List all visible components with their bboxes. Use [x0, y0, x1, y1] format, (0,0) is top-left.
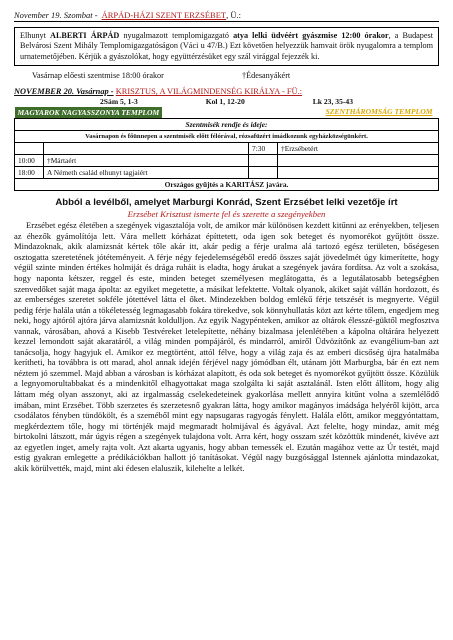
sunday-header	[14, 87, 439, 96]
notice-text: nyugalmazott templomigazgató	[119, 31, 234, 40]
article-subtitle: Erzsébet Krisztust ismerte fel és szerette a szegényekben	[127, 209, 326, 220]
vigil-mass-row	[32, 71, 439, 80]
notice-text: , a Budapest Belvárosi Szent Mihály Templomigazgatóságon (Váci u 47/B.) Ezt követően helyezzük hamvait örök nyugalomra a templom urnatemetőjében. Kérjük a gyászolókat, hogy együttérzésüket egy szál virággal fejezzék ki.	[20, 31, 433, 61]
saturday-header	[14, 10, 439, 22]
schedule-row	[15, 155, 439, 167]
article-title: Abból a levélből, amelyet Marburgi Konrád, Szent Erzsébet lelki vezetője írt	[55, 197, 398, 209]
notice-text: Elhunyt	[20, 31, 51, 40]
saturday-feast-title: ÁRPÁD-HÁZI SZENT ERZSÉBET	[101, 10, 227, 20]
time-right	[249, 167, 278, 179]
time-left: 18:00	[15, 167, 44, 179]
schedule-row	[15, 167, 439, 179]
time-right: 7:30	[249, 143, 278, 155]
saturday-feast-rank: , Ü.:	[226, 10, 241, 20]
article-body: Erzsébet egész életében a szegények vigasztalója volt, de amikor már különösen kezdett kitűnni az erényekben, teljesen az éhezők gyámolítója lett. Vára mellett kórházat építtetett, oda igen sok beteget és nyomorékot gyűjtött össze. Mindazoknak, akik alamizsnát kértek tőle akár itt, akár pedig a férje uralma alá tartozó egész területen, bőségesen osztogatta szeretetének jótéteményeit. A férje négy fejedelemségéből eredő összes saját jövedelmét úgy kimerítette, hogy végül szinte minden értékes holmiját és drága ruháit is eladta, hogy árukat a szegények javára fordítsa. Az volt a szokása, hogy naponta kétszer, reggel és este, minden beteget személyesen meglátogatta, és a legutálatosabb betegségben szenvedőket saját maga ápolta: az egyiket megetette, a másikat lefektette. Voltak olyanok, akiket saját vállán hordozott, és az emberséges szeretet sokféle jótettével látta el őket. Mindezekben boldog emlékű férje tetszését is megnyerte. Végül pedig férje halála után a tökéletesség legmagasabb fokára törekedve, sok könnyhullatás közt azt kérte tőlem, engedjem meg neki, hogy ajtóról ajtóra járva alamizsnát koldulljon. Az egyik Nagypénteken, amikor az oltárok élesszé-güktől megfosztva vannak, városában, ahová a Kisebb Testvéreket letelepítette, néhány bizalmasa jelenlétében a kápolna oltárára helyezett kezzel lemondott saját akaratáról, a világ minden pompájáról, és mindarról, amiről Üdvözítőnk az evangélium-ban azt tanácsolja, hogy hagyjuk el. Amikor ez megtörtént, attól félve, hogy a világ zaja és az emberi dicsőség újra hatalmába kerítheti, ha továbbra is ott marad, ahol annak idején férjével nagy jómódban élt, utánam jött Marburgba, bár én ezt nem néztem jó szemmel. Majd abban a városban is kórházat alapított, és oda sok beteget és nyomorékot gyűjtött össze. Közülük a legnyomorultabbakat és a mindenkitől elhagyottakat maga szolgálta ki saját asztalánál. Isten előtt állítom, hogy alig láttam még olyan asszonyt, aki az irgalmasság cselekedeteinek gyakorlása mellett annyira kitűnt volna a szemlélődő imában, mint Erzsébet. Több szerzetes és szerzetesnő gyakran látta, hogy amikor magányos imádsága helyéről kijött, arca csodálatos fényben tündökölt, és a szeméből mint egy napsugaras ragyogás fénylett. Halála előtt, amikor meggyóntattam, megkérdeztem tőle, hogy mi történjék majd megmaradt holmijával és ágyával. Azt felelte, hogy mindaz, amit még birtokolni látszott, már úgyis régen a szegények tulajdona volt. Arra kért, hogy osszam szét közöttük mindenét, kivéve azt az egyetlen inget, amely rajta volt. Azt akarta ugyanis, hogy abban temessék el. Ezután magához vette az Úr testét, majd estig gyakran emlegette a prédikációkban hallott jó tanításokat. Végül nagy buzgósággal Istennek ajánlotta mindazokat, akik körülvették, majd, mint aki édesen elaluszik, kilehelte a lelkét.	[14, 220, 439, 473]
mass-order-note: Vasárnapon és főünnepen a szentmisék előtt félórával, rózsafüzért imádkozunk egyházközségünkért.	[15, 131, 439, 143]
reading-2: Kol 1, 12-20	[205, 97, 245, 107]
intention-right	[278, 167, 439, 179]
reading-1: 2Sám 5, 1-3	[100, 97, 138, 107]
time-right	[249, 155, 278, 167]
time-left	[15, 143, 44, 155]
intention-right	[278, 155, 439, 167]
vigil-mass-intention: †Édesanyákért	[242, 71, 291, 81]
intention-left: †Mártaért	[44, 155, 249, 167]
time-left: 10:00	[15, 155, 44, 167]
intention-left: A Németh család elhunyt tagjaiért	[44, 167, 249, 179]
intention-right: †Erzsébetért	[278, 143, 439, 155]
intention-left	[44, 143, 249, 155]
saturday-date: November 19. Szombat -	[14, 10, 98, 20]
sunday-feast-title: KRISZTUS, A VILÁGMINDENSÉG KIRÁLYA - FÜ.:	[115, 87, 302, 97]
church-right-name: SZENTHÁROMSÁG TEMPLOM	[325, 107, 433, 117]
mass-schedule-table	[14, 107, 439, 191]
vigil-mass-label: Vasárnap előesti szentmise 18:00 órakor	[32, 71, 164, 81]
church-left-name: MAGYAROK NAGYASSZONYA TEMPLOM	[15, 107, 163, 118]
notice-deceased-name: ALBERTI ÁRPÁD	[50, 31, 120, 40]
schedule-row	[15, 143, 439, 155]
funeral-notice-box	[14, 27, 439, 66]
sunday-date: NOVEMBER 20. Vasárnap -	[14, 87, 114, 97]
mass-order-title: Szentmisék rendje és ideje:	[15, 119, 439, 131]
sunday-readings	[14, 97, 439, 106]
collection-notice: Országos gyűjtés a KARITÁSZ javára.	[15, 179, 439, 191]
reading-3: Lk 23, 35-43	[312, 97, 353, 107]
notice-mass-time: atya lelki üdvéért gyászmise 12:00 órakor	[233, 31, 389, 40]
